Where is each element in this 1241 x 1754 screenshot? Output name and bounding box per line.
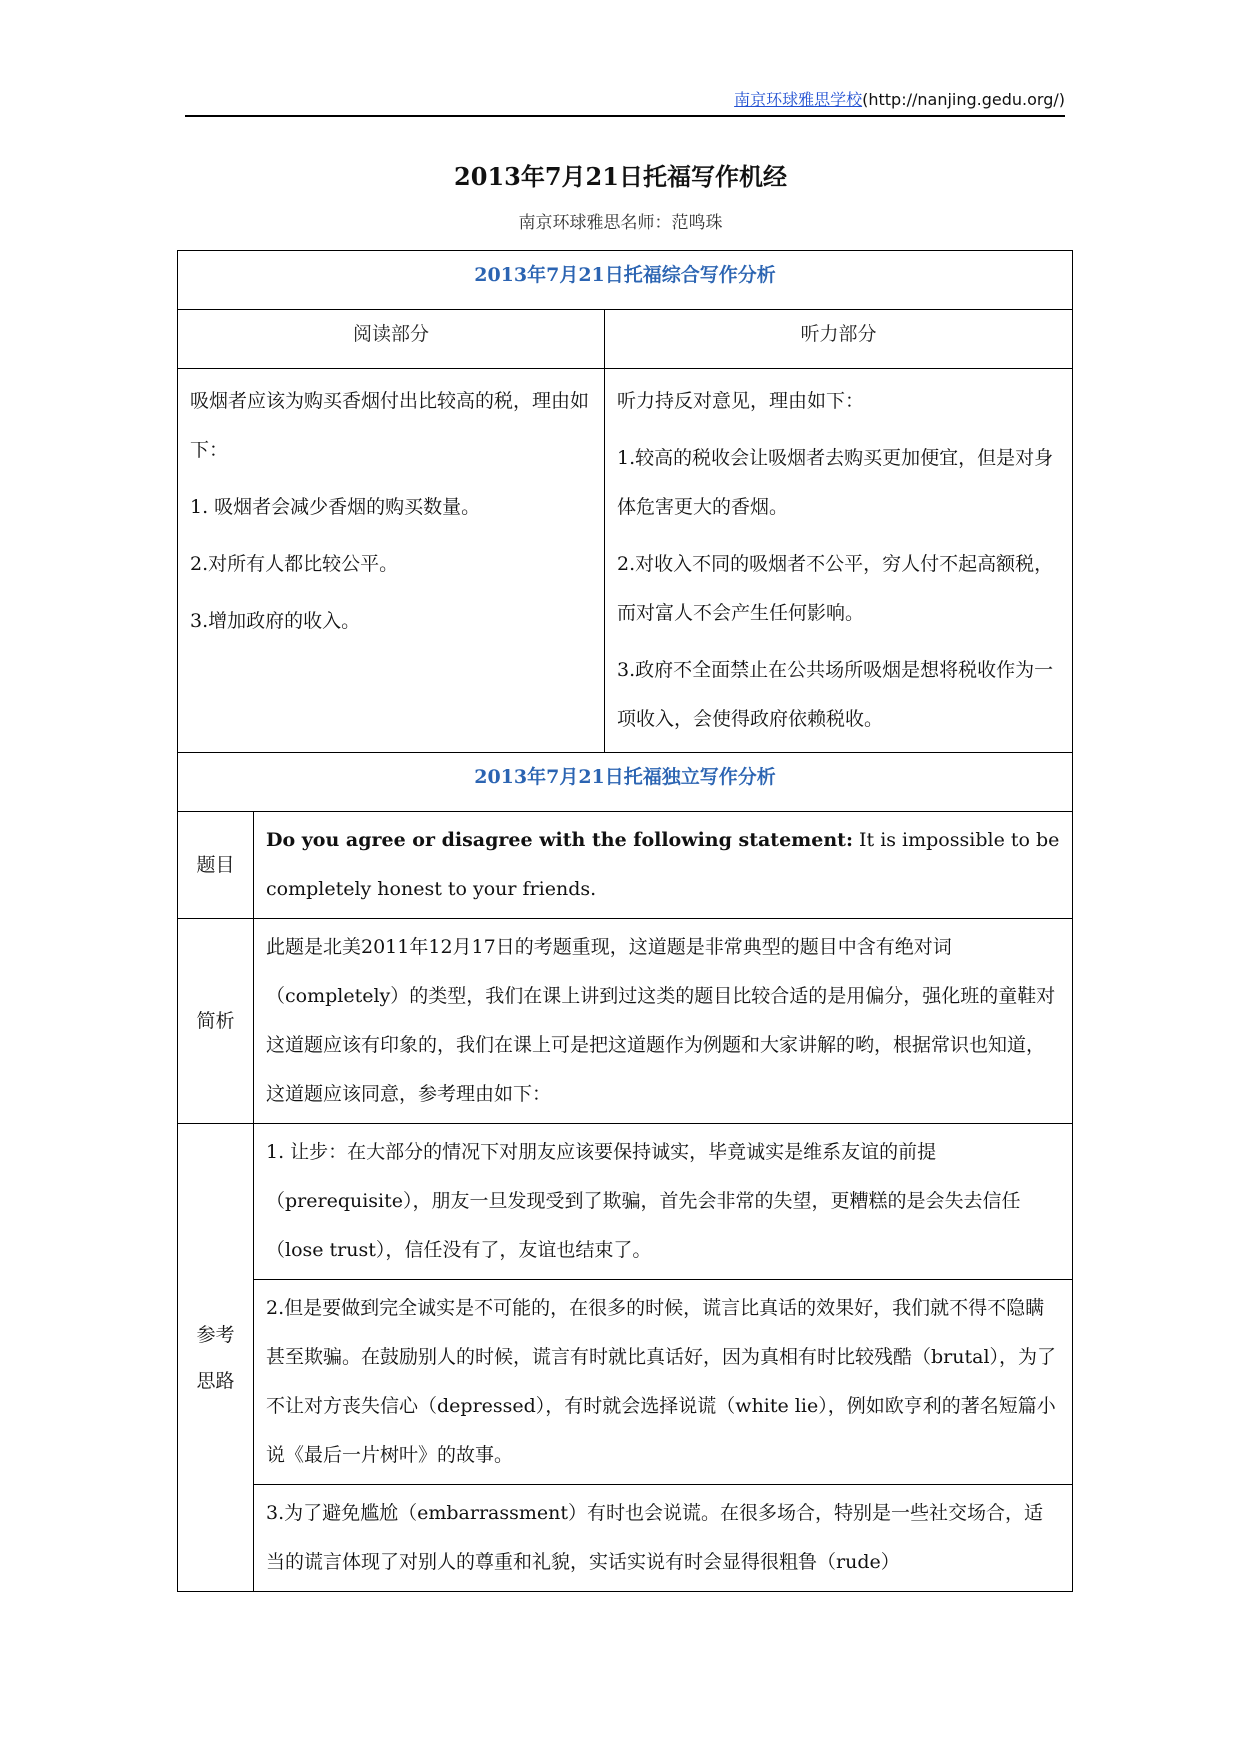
integrated-heading: 2013年7月21日托福综合写作分析 — [178, 251, 1073, 310]
reference-row-2 — [178, 1280, 1073, 1485]
header-divider — [185, 115, 1065, 117]
topic-row — [178, 812, 1073, 919]
listening-point: 听力持反对意见，理由如下： — [617, 390, 865, 412]
reference-point-cell — [254, 1485, 1073, 1592]
integrated-content-row — [178, 369, 1073, 753]
analysis-row — [178, 919, 1073, 1124]
reference-point-cell — [254, 1124, 1073, 1280]
analysis-label: 简析 — [178, 919, 254, 1124]
reference-point: 3.为了避免尴尬（embarrassment）有时也会说谎。在很多场合，特别是一些社交场合，适当的谎言体现了对别人的尊重和礼貌，实话实说有时会显得很粗鲁（rude） — [266, 1502, 1044, 1573]
reading-point: 吸烟者应该为购买香烟付出比较高的税，理由如下： — [190, 390, 590, 461]
reading-header: 阅读部分 — [178, 310, 605, 369]
reference-row-1 — [178, 1124, 1073, 1280]
reference-label-line: 思路 — [196, 1369, 235, 1392]
reference-label-line: 参考 — [196, 1323, 235, 1346]
topic-cell — [254, 812, 1073, 919]
reference-row-3 — [178, 1485, 1073, 1592]
reading-cell — [178, 369, 605, 753]
independent-heading-row — [178, 753, 1073, 812]
page-header — [185, 88, 1065, 112]
listening-point: 2.对收入不同的吸烟者不公平，穷人付不起高额税，而对富人不会产生任何影响。 — [617, 553, 1054, 624]
analysis-cell — [254, 919, 1073, 1124]
listening-header: 听力部分 — [605, 310, 1073, 369]
topic-question: Do you agree or disagree with the following statement: — [266, 829, 853, 851]
analysis-table — [177, 250, 1073, 1592]
reference-label-cell — [178, 1124, 254, 1592]
reading-point: 1. 吸烟者会减少香烟的购买数量。 — [190, 496, 481, 518]
listening-cell — [605, 369, 1073, 753]
document-author: 南京环球雅思名师：范鸣珠 — [518, 213, 723, 233]
listening-point: 3.政府不全面禁止在公共场所吸烟是想将税收作为一项收入，会使得政府依赖税收。 — [617, 659, 1054, 730]
independent-heading: 2013年7月21日托福独立写作分析 — [178, 753, 1073, 812]
document-title: 2013年7月21日托福写作机经 — [454, 162, 787, 191]
integrated-heading-row — [178, 251, 1073, 310]
reference-point-cell — [254, 1280, 1073, 1485]
reference-point: 1. 让步：在大部分的情况下对朋友应该要保持诚实，毕竟诚实是维系友谊的前提（prerequisite），朋友一旦发现受到了欺骗，首先会非常的失望，更糟糕的是会失去信任（lose trust），信任没有了，友谊也结束了。 — [266, 1141, 1021, 1261]
school-link[interactable]: 南京环球雅思学校 — [734, 90, 863, 109]
reference-point: 2.但是要做到完全诚实是不可能的，在很多的时候，谎言比真话的效果好，我们就不得不隐瞒甚至欺骗。在鼓励别人的时候，谎言有时就比真话好，因为真相有时比较残酷（brutal），为了不让对方丧失信心（depressed），有时就会选择说谎（white lie），例如欧亨利的著名短篇小说《最后一片树叶》的故事。 — [266, 1297, 1057, 1466]
topic-label: 题目 — [178, 812, 254, 919]
analysis-text: 此题是北美2011年12月17日的考题重现，这道题是非常典型的题目中含有绝对词（completely）的类型，我们在课上讲到过这类的题目比较合适的是用偏分，强化班的童鞋对这道题应该有印象的，我们在课上可是把这道题作为例题和大家讲解的哟，根据常识也知道，这道题应该同意，参考理由如下： — [266, 936, 1056, 1105]
topic-statement: It is impossible to be completely honest to your friends. — [266, 829, 1060, 900]
listening-point: 1.较高的税收会让吸烟者去购买更加便宜，但是对身体危害更大的香烟。 — [617, 447, 1054, 518]
school-url: (http://nanjing.gedu.org/) — [862, 90, 1065, 109]
column-header-row — [178, 310, 1073, 369]
reading-point: 2.对所有人都比较公平。 — [190, 553, 399, 575]
reading-point: 3.增加政府的收入。 — [190, 610, 361, 632]
